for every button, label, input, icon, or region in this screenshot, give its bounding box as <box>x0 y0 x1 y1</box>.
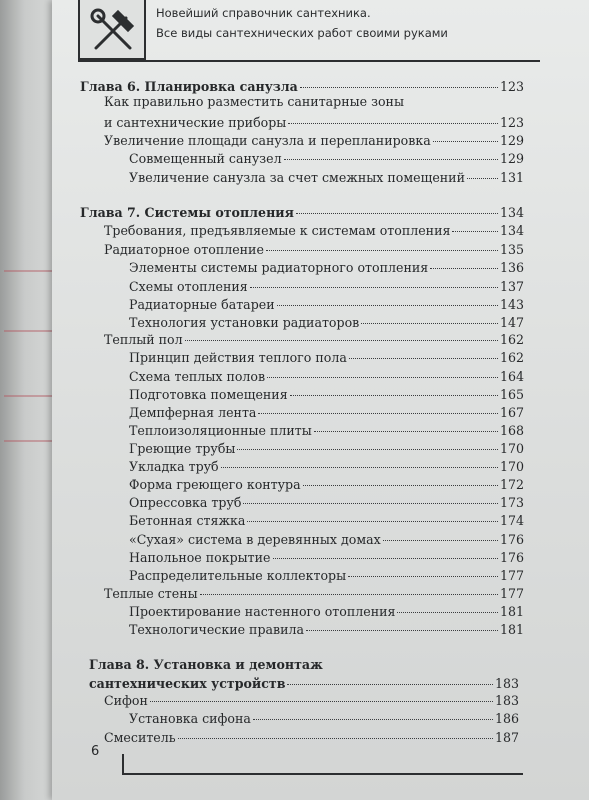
background-stripe <box>4 440 54 442</box>
toc-entry-page: 123 <box>499 79 524 94</box>
footer-rule <box>122 773 523 775</box>
toc-leader-dots <box>266 238 498 251</box>
toc-entry-page: 177 <box>499 568 524 583</box>
toc-entry-page: 147 <box>499 315 524 330</box>
header-rule <box>78 60 540 62</box>
toc-leader-dots <box>237 437 498 450</box>
toc-leader-dots <box>300 75 498 88</box>
toc-leader-dots <box>325 654 522 666</box>
toc-leader-dots <box>267 365 498 378</box>
toc-entry-page: 165 <box>499 387 524 402</box>
toc-entry-title: Глава 6. Планировка санузла <box>80 79 298 94</box>
toc-leader-dots <box>349 346 498 359</box>
toc-entry-title: Принцип действия теплого пола <box>129 350 347 365</box>
toc-leader-dots <box>258 401 498 414</box>
toc-entry-title: Технология установки радиаторов <box>129 315 360 330</box>
toc-leader-dots <box>467 166 498 179</box>
toc-leader-dots <box>287 672 492 685</box>
toc-entry-page: 164 <box>499 369 524 384</box>
toc-entry-title: Проектирование настенного отопления <box>129 604 396 619</box>
toc-entry-title: Схемы отопления <box>129 279 248 294</box>
toc-entry-title: Подготовка помещения <box>129 387 288 402</box>
toc-entry-title: Требования, предъявляемые к системам отопления <box>104 223 451 238</box>
toc-entry <box>129 259 524 276</box>
toc-leader-dots <box>296 201 498 214</box>
toc-entry-title: Демпферная лента <box>129 405 257 420</box>
toc-leader-dots <box>150 689 493 702</box>
header-line-1: Новейший справочник сантехника. <box>156 6 371 20</box>
toc-entry-page: 177 <box>499 586 524 601</box>
page-number: 6 <box>91 744 100 759</box>
toc-entry <box>104 729 519 746</box>
toc-entry-page: 162 <box>499 350 524 365</box>
toc-entry <box>129 349 524 366</box>
toc-entry-page: 143 <box>499 297 524 312</box>
toc-entry-title: Элементы системы радиаторного отопления <box>129 260 429 275</box>
toc-entry-title: Установка сифона <box>129 711 251 726</box>
toc-leader-dots <box>178 726 493 739</box>
toc-entry-page: 174 <box>499 513 524 528</box>
toc-leader-dots <box>221 455 498 468</box>
toc-entry <box>129 169 524 186</box>
toc-entry-title: Глава 8. Установка и демонтаж <box>89 657 323 672</box>
toc-entry-page: 183 <box>494 676 519 691</box>
toc-entry-title: Напольное покрытие <box>129 550 271 565</box>
toc-leader-dots <box>273 546 498 559</box>
toc-entry-title: Радиаторное отопление <box>104 242 264 257</box>
toc-entry-title: Увеличение санузла за счет смежных помещений <box>129 170 465 185</box>
toc-entry <box>129 150 524 167</box>
toc-leader-dots <box>290 383 498 396</box>
logo-box <box>78 0 146 60</box>
header-line-2: Все виды сантехнических работ своими руками <box>156 26 448 40</box>
toc-entry <box>129 512 524 529</box>
toc-leader-dots <box>247 509 498 522</box>
toc-leader-dots <box>383 528 498 541</box>
toc-entry-page: 170 <box>499 441 524 456</box>
hammer-wrench-icon <box>88 6 138 54</box>
toc-entry-title: Укладка труб <box>129 459 219 474</box>
toc-leader-dots <box>406 91 522 103</box>
toc-entry <box>89 657 524 673</box>
toc-entry-page: 176 <box>499 550 524 565</box>
toc-entry-title: Сифон <box>104 693 148 708</box>
toc-entry-title: и сантехнические приборы <box>104 115 287 130</box>
toc-entry-page: 186 <box>494 711 519 726</box>
toc-entry-page: 181 <box>499 604 524 619</box>
background-stripe <box>4 330 54 332</box>
toc-entry-page: 168 <box>499 423 524 438</box>
toc-leader-dots <box>303 473 498 486</box>
toc-leader-dots <box>243 491 498 504</box>
toc-leader-dots <box>253 707 493 720</box>
toc-leader-dots <box>288 111 498 124</box>
toc-leader-dots <box>314 419 498 432</box>
toc-leader-dots <box>397 600 498 613</box>
toc-leader-dots <box>185 328 498 341</box>
toc-entry-page: 131 <box>499 170 524 185</box>
toc-entry-page: 187 <box>494 730 519 745</box>
toc-entry-page: 167 <box>499 405 524 420</box>
toc-entry <box>129 621 524 638</box>
background-stripe <box>4 395 54 397</box>
toc-entry-title: Увеличение площади санузла и перепланировка <box>104 133 431 148</box>
toc-entry-page: 172 <box>499 477 524 492</box>
toc-entry <box>104 222 524 239</box>
toc-leader-dots <box>348 564 498 577</box>
toc-entry-page: 176 <box>499 532 524 547</box>
toc-entry-page: 129 <box>499 151 524 166</box>
toc-leader-dots <box>433 129 498 142</box>
toc-entry-title: Как правильно разместить санитарные зоны <box>104 94 404 109</box>
toc-entry-title: Бетонная стяжка <box>129 513 246 528</box>
toc-entry-page: 173 <box>499 495 524 510</box>
toc-entry-page: 123 <box>499 115 524 130</box>
toc-entry-title: Теплоизоляционные плиты <box>129 423 312 438</box>
toc-leader-dots <box>250 275 498 288</box>
toc-entry-page: 134 <box>499 205 524 220</box>
toc-entry-title: Технологические правила <box>129 622 305 637</box>
toc-entry-title: Форма греющего контура <box>129 477 301 492</box>
toc-entry-page: 136 <box>499 260 524 275</box>
background-stripe <box>4 270 54 272</box>
toc-leader-dots <box>277 293 498 306</box>
toc-entry-page: 129 <box>499 133 524 148</box>
toc-entry <box>104 94 524 110</box>
toc-leader-dots <box>284 147 498 160</box>
toc-entry-title: Смеситель <box>104 730 176 745</box>
toc-entry-page: 181 <box>499 622 524 637</box>
toc-entry-title: Теплый пол <box>104 332 183 347</box>
toc-leader-dots <box>452 219 498 232</box>
toc-entry-page: 162 <box>499 332 524 347</box>
toc-entry-title: Теплые стены <box>104 586 198 601</box>
toc-entry-title: Греющие трубы <box>129 441 236 456</box>
toc-entry-title: «Сухая» система в деревянных домах <box>129 532 381 547</box>
toc-entry-title: Радиаторные батареи <box>129 297 275 312</box>
toc-entry-title: Совмещенный санузел <box>129 151 282 166</box>
toc-entry-title: Схема теплых полов <box>129 369 266 384</box>
toc-entry-page: 134 <box>499 223 524 238</box>
toc-leader-dots <box>430 256 498 269</box>
toc-entry-title: Опрессовка труб <box>129 495 242 510</box>
toc-leader-dots <box>200 582 498 595</box>
toc-entry-page: 170 <box>499 459 524 474</box>
footer-tick <box>122 754 124 775</box>
toc-entry-title: Глава 7. Системы отопления <box>80 205 294 220</box>
toc-entry-page: 183 <box>494 693 519 708</box>
toc-entry-title: сантехнических устройств <box>89 676 286 691</box>
toc-entry <box>129 710 519 727</box>
toc-entry-page: 137 <box>499 279 524 294</box>
toc-leader-dots <box>361 311 498 324</box>
toc-leader-dots <box>306 618 498 631</box>
toc-entry-title: Распределительные коллекторы <box>129 568 347 583</box>
toc-entry-page: 135 <box>499 242 524 257</box>
